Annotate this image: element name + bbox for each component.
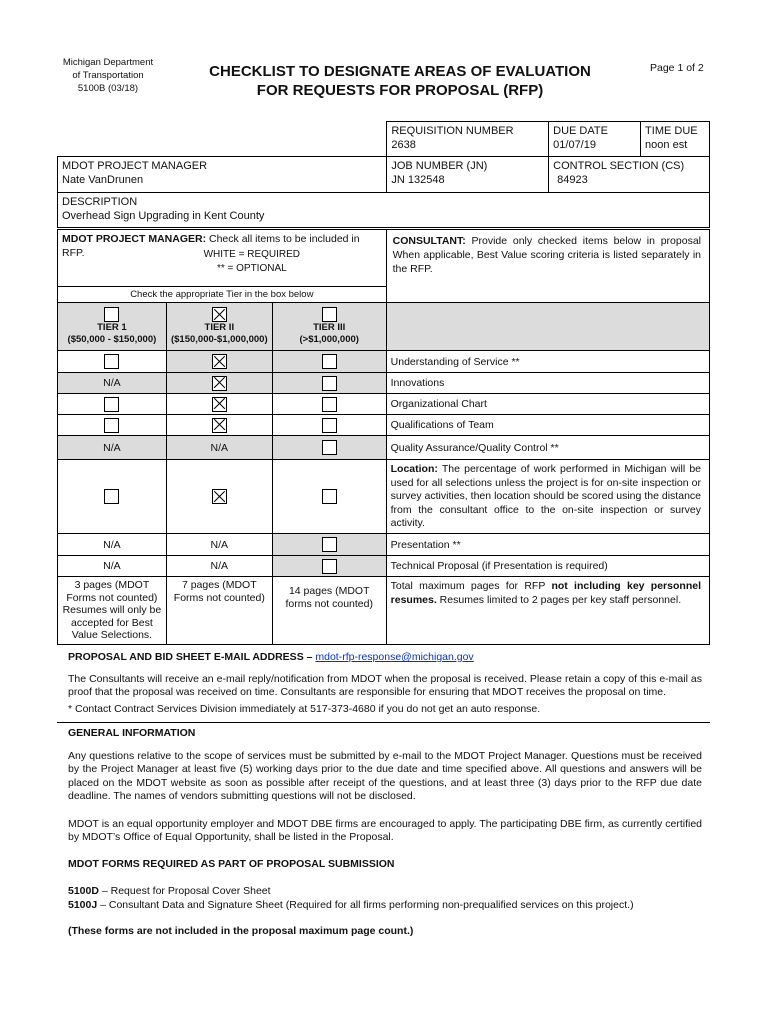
forms-note: (These forms are not included in the proposal maximum page count.) [68, 925, 414, 937]
criteria-label: Presentation ** [386, 534, 709, 556]
checkbox[interactable] [212, 376, 227, 391]
requisition-cell [387, 122, 549, 157]
form-5100d [57, 885, 710, 899]
criteria-row [58, 394, 710, 415]
general-info-paragraph-1: Any questions relative to the scope of services must be submitted by e-mail to the MDOT Project Manager. Questions must be received by the Project Manager at least five (5) working days prior to the due date and time specified above. All questions and answers will be placed on the MDOT website as soon as possible after receipt of the questions, and at least three (3) days prior to the RFP due date deadline. The names of vendors submitting questions will not be disclosed. [68, 749, 702, 802]
pm-instructions-cell [58, 230, 387, 287]
time-due-value: noon est [645, 139, 688, 151]
project-info-table [57, 121, 710, 228]
title-line2: FOR REQUESTS FOR PROPOSAL (RFP) [256, 82, 544, 99]
form-5100j-code: 5100J [68, 898, 98, 911]
legend [62, 248, 382, 276]
requisition-value: 2638 [391, 139, 416, 151]
consultant-instructions-cell [386, 230, 709, 303]
time-due-cell [641, 122, 710, 157]
criteria-label: Technical Proposal (if Presentation is required) [386, 556, 709, 577]
criteria-label: Quality Assurance/Quality Control ** [386, 436, 709, 460]
checkbox[interactable] [322, 489, 337, 504]
criteria-row [58, 415, 710, 436]
tier-2-checkbox[interactable] [212, 307, 227, 322]
evaluation-checklist-table [57, 229, 710, 645]
tier-3-checkbox[interactable] [322, 307, 337, 322]
consultant-instructions-heading: CONSULTANT: [392, 235, 466, 247]
criteria-row [58, 534, 710, 556]
tier-3-range: (>$1,000,000) [299, 334, 359, 345]
tier-3-page-limit: 14 pages (MDOT forms not counted) [272, 577, 386, 645]
na-cell: N/A [58, 373, 167, 394]
checkbox[interactable] [322, 418, 337, 433]
criteria-label: Understanding of Service ** [386, 351, 709, 373]
checkbox[interactable] [322, 440, 337, 455]
description-value: Overhead Sign Upgrading in Kent County [62, 210, 265, 222]
location-text: The percentage of work performed in Michigan will be used for all selections unless the project is for on-site inspection or survey activities, then location should be scored using the distance from the consultant office to the on-site inspection or survey activity. [390, 463, 701, 529]
checkbox[interactable] [212, 397, 227, 412]
na-cell: N/A [166, 436, 272, 460]
checkbox[interactable] [322, 354, 337, 369]
tier-3 [272, 303, 386, 351]
email-note: * Contact Contract Services Division immediately at 517-373-4680 if you do not get an auto response. [68, 702, 541, 715]
form-5100d-code: 5100D [68, 885, 99, 897]
tier-1-page-limit: 3 pages (MDOT Forms not counted) Resumes will only be accepted for Best Value Selections. [58, 577, 167, 645]
tier-2-page-limit: 7 pages (MDOT Forms not counted) [166, 577, 272, 645]
checkbox[interactable] [104, 489, 119, 504]
pm-instructions-heading: MDOT PROJECT MANAGER: [62, 233, 207, 245]
na-cell: N/A [58, 556, 167, 577]
title-line1: CHECKLIST TO DESIGNATE AREAS OF EVALUATION [209, 63, 591, 80]
description-cell [58, 193, 710, 228]
criteria-label: Qualifications of Team [386, 415, 709, 436]
email-paragraph: The Consultants will receive an e-mail reply/notification from MDOT when the proposal is received. Please retain a copy of this e-mail as proof that the proposal was received on time. Consultants are responsible for ensuring that MDOT receives the proposal on time. [68, 672, 702, 698]
form-5100j-text: – Consultant Data and Signature Sheet (Required for all firms performing non-prequalified services on this project.) [97, 898, 634, 911]
email-link[interactable]: mdot-rfp-response@michigan.gov [315, 651, 474, 663]
location-heading: Location: [390, 463, 438, 475]
requisition-label: REQUISITION NUMBER [391, 125, 514, 137]
checkbox[interactable] [212, 489, 227, 504]
criteria-row [58, 556, 710, 577]
instructions-section [57, 648, 710, 939]
project-manager-cell [58, 157, 387, 193]
checkbox[interactable] [322, 537, 337, 552]
page-limits-row [58, 577, 710, 645]
control-section-value: 84923 [557, 174, 588, 186]
legend-optional: ** = OPTIONAL [216, 263, 287, 274]
tier-1-checkbox[interactable] [104, 307, 119, 322]
page-limit-text-a: Total maximum pages for RFP [390, 580, 552, 592]
tier-row [58, 303, 710, 351]
description-label: DESCRIPTION [62, 196, 138, 208]
na-cell: N/A [166, 534, 272, 556]
form-5100j [57, 899, 710, 913]
control-section-cell [549, 157, 710, 193]
page-number: Page 1 of 2 [650, 62, 704, 74]
checkbox[interactable] [322, 376, 337, 391]
checkbox[interactable] [104, 397, 119, 412]
tier-1-range: ($50,000 - $150,000) [67, 334, 157, 345]
tier-2 [166, 303, 272, 351]
due-date-cell [549, 122, 641, 157]
na-cell: N/A [58, 436, 167, 460]
na-cell: N/A [58, 534, 167, 556]
tier-2-name: TIER II [204, 322, 235, 333]
checkbox[interactable] [322, 397, 337, 412]
tier-1-name: TIER 1 [97, 322, 127, 333]
na-cell: N/A [166, 556, 272, 577]
page-limit-text-bold: not including key personnel resumes. [390, 580, 701, 606]
pm-instructions-text: Check all items to be included in RFP. [62, 233, 360, 259]
general-info-heading: GENERAL INFORMATION [68, 727, 196, 739]
email-heading: PROPOSAL AND BID SHEET E-MAIL ADDRESS – [68, 651, 316, 663]
time-due-label: TIME DUE [645, 125, 698, 137]
criteria-label: Innovations [386, 373, 709, 394]
criteria-row [58, 436, 710, 460]
criteria-label: Organizational Chart [386, 394, 709, 415]
document-title [190, 62, 610, 100]
criteria-row [58, 373, 710, 394]
checkbox[interactable] [212, 418, 227, 433]
general-info-paragraph-2: MDOT is an equal opportunity employer and MDOT DBE firms are encouraged to apply. The participating DBE firm, as currently certified by MDOT’s Office of Equal Opportunity, shall be listed in the Proposal. [68, 817, 702, 843]
checkbox[interactable] [322, 559, 337, 574]
page-limit-text [386, 577, 709, 645]
project-manager-label: MDOT PROJECT MANAGER [62, 160, 208, 172]
due-date-value: 01/07/19 [553, 139, 596, 151]
criteria-row-location [58, 460, 710, 534]
checkbox[interactable] [104, 354, 119, 369]
agency-name-line2: of Transportation [72, 70, 144, 81]
form-5100d-text: – Request for Proposal Cover Sheet [98, 885, 271, 897]
legend-required: WHITE = REQUIRED [203, 249, 301, 260]
tier-2-range: ($150,000-$1,000,000) [170, 334, 268, 345]
tier-3-name: TIER III [313, 322, 346, 333]
forms-heading: MDOT FORMS REQUIRED AS PART OF PROPOSAL SUBMISSION [68, 857, 395, 870]
criteria-row [58, 351, 710, 373]
project-manager-value: Nate VanDrunen [62, 174, 144, 186]
form-id: 5100B (03/18) [77, 83, 139, 94]
job-number-value: JN 132548 [391, 174, 445, 186]
tier-1 [58, 303, 167, 351]
agency-name-line1: Michigan Department [62, 57, 154, 68]
page-limit-text-b: Resumes limited to 2 pages per key staff personnel. [436, 593, 682, 606]
email-heading-line [57, 651, 710, 665]
location-criteria [386, 460, 709, 534]
job-number-label: JOB NUMBER (JN) [391, 160, 488, 172]
consultant-instructions-text: Provide only checked items below in proposal When applicable, Best Value scoring criteria is listed separately in the RFP. [392, 235, 701, 275]
control-section-label: CONTROL SECTION (CS) [553, 160, 685, 172]
agency-header [52, 56, 164, 95]
checkbox[interactable] [104, 418, 119, 433]
checkbox[interactable] [212, 354, 227, 369]
tier-instructions: Check the appropriate Tier in the box below [58, 287, 387, 303]
due-date-label: DUE DATE [553, 125, 608, 137]
job-number-cell [387, 157, 549, 193]
